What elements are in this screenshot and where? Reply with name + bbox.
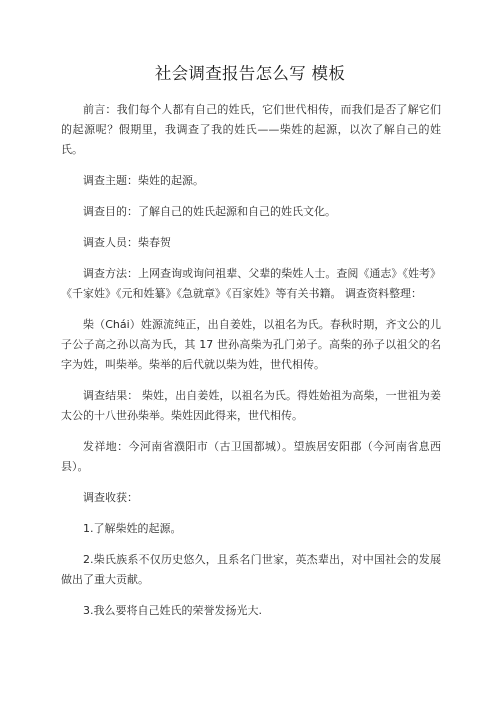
paragraph-gain-3: 3.我么要将自己姓氏的荣誉发扬光大. — [83, 604, 262, 617]
paragraph-birthplace: 发祥地：今河南省濮阳市（古卫国都城）。望族居安阳郡（今河南省息西县）。 — [61, 440, 441, 473]
paragraph-purpose: 调查目的：了解自己的姓氏起源和自己的姓氏文化。 — [83, 205, 336, 218]
paragraph-method: 调查方法：上网查询或询问祖辈、父辈的柴姓人士。查阅《通志》《姓考》《千家姓》《元和姓纂》《急就章》《百家姓》等有关书籍。 调查资料整理： — [61, 267, 441, 300]
paragraph-result: 调查结果： 柴姓，出自姜姓，以祖名为氏。得姓始祖为高柴，一世祖为姜太公的十八世孙柴举。柴姓因此得来，世代相传。 — [61, 389, 441, 422]
paragraph-gains-heading: 调查收获： — [83, 491, 138, 504]
document-body — [61, 100, 441, 632]
paragraph-gain-2: 2.柴氏族系不仅历史悠久，且系名门世家，英杰辈出，对中国社会的发展做出了重大贡献。 — [61, 553, 441, 586]
paragraph-preface: 前言：我们每个人都有自己的姓氏，它们世代相传，而我们是否了解它们的起源呢？假期里，我调查了我的姓氏——柴姓的起源，以次了解自己的姓氏。 — [61, 103, 441, 156]
paragraph-investigator: 调查人员：柴春贺 — [83, 236, 171, 249]
document-title: 社会调查报告怎么写 模板 — [154, 64, 346, 83]
paragraph-origin-history: 柴（Chái）姓源流纯正，出自姜姓，以祖名为氏。春秋时期，齐文公的儿子公子高之孙以高为氏，其 17 世孙高柴为孔门弟子。高柴的孙子以祖父的名字为姓，叫柴举。柴举的后代就以柴为姓，世代相传。 — [61, 318, 441, 371]
paragraph-gain-1: 1.了解柴姓的起源。 — [83, 522, 182, 535]
paragraph-topic: 调查主题：柴姓的起源。 — [83, 174, 204, 187]
